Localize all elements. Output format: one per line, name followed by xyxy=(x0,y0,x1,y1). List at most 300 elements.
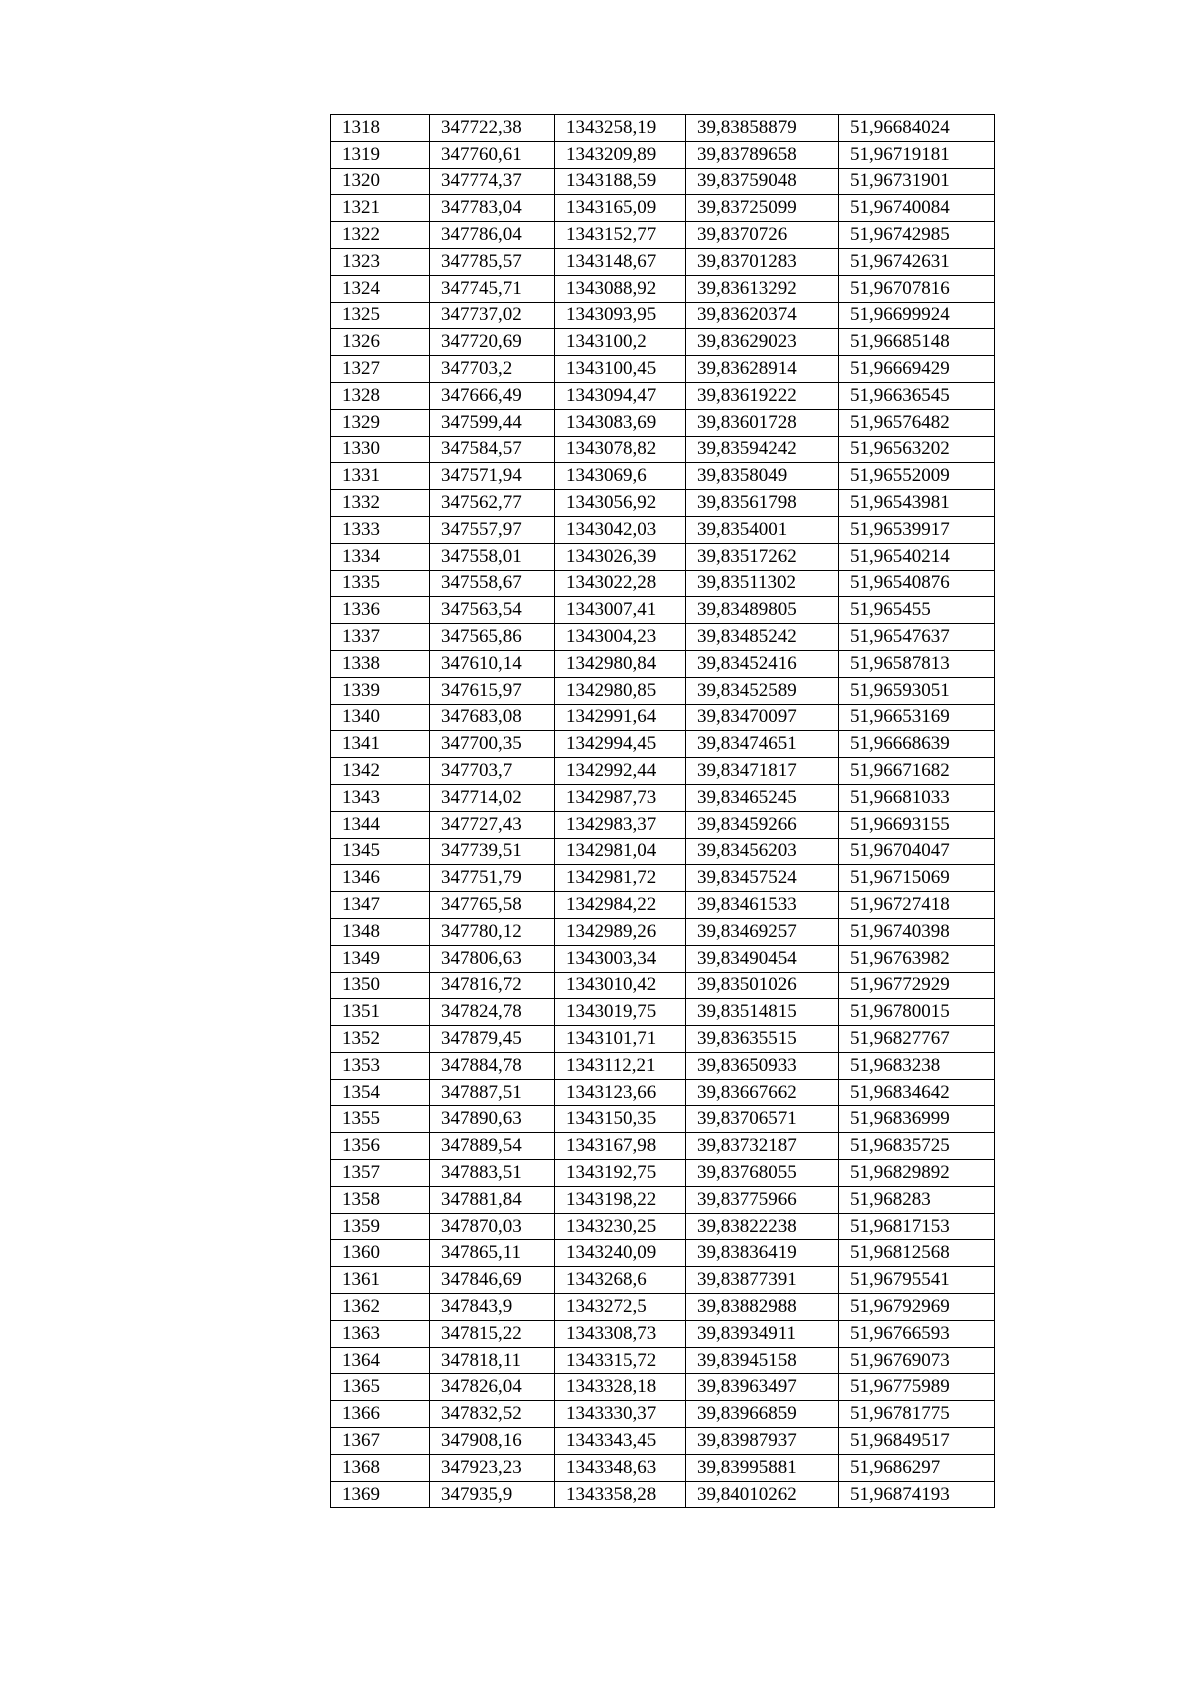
x-coordinate-cell: 347615,97 xyxy=(430,677,555,704)
y-coordinate-cell: 1342980,85 xyxy=(555,677,686,704)
x-coordinate-cell: 347610,14 xyxy=(430,650,555,677)
latitude-cell: 51,96727418 xyxy=(839,892,995,919)
x-coordinate-cell: 347786,04 xyxy=(430,222,555,249)
y-coordinate-cell: 1343007,41 xyxy=(555,597,686,624)
table-row xyxy=(331,865,995,892)
longitude-cell: 39,83474651 xyxy=(686,731,839,758)
latitude-cell: 51,96576482 xyxy=(839,409,995,436)
x-coordinate-cell: 347826,04 xyxy=(430,1374,555,1401)
y-coordinate-cell: 1342992,44 xyxy=(555,758,686,785)
longitude-cell: 39,83461533 xyxy=(686,892,839,919)
x-coordinate-cell: 347883,51 xyxy=(430,1160,555,1187)
latitude-cell: 51,96685148 xyxy=(839,329,995,356)
longitude-cell: 39,83511302 xyxy=(686,570,839,597)
table-row xyxy=(331,436,995,463)
y-coordinate-cell: 1343343,45 xyxy=(555,1428,686,1455)
y-coordinate-cell: 1343093,95 xyxy=(555,302,686,329)
table-row xyxy=(331,624,995,651)
point-number-cell: 1338 xyxy=(331,650,430,677)
longitude-cell: 39,83465245 xyxy=(686,784,839,811)
x-coordinate-cell: 347571,94 xyxy=(430,463,555,490)
y-coordinate-cell: 1343348,63 xyxy=(555,1454,686,1481)
point-number-cell: 1365 xyxy=(331,1374,430,1401)
longitude-cell: 39,83759048 xyxy=(686,168,839,195)
table-row xyxy=(331,999,995,1026)
latitude-cell: 51,96547637 xyxy=(839,624,995,651)
longitude-cell: 39,83995881 xyxy=(686,1454,839,1481)
point-number-cell: 1342 xyxy=(331,758,430,785)
x-coordinate-cell: 347751,79 xyxy=(430,865,555,892)
latitude-cell: 51,96539917 xyxy=(839,516,995,543)
table-row xyxy=(331,892,995,919)
y-coordinate-cell: 1343094,47 xyxy=(555,382,686,409)
x-coordinate-cell: 347832,52 xyxy=(430,1401,555,1428)
point-number-cell: 1328 xyxy=(331,382,430,409)
latitude-cell: 51,96775989 xyxy=(839,1374,995,1401)
table-row xyxy=(331,168,995,195)
table-row xyxy=(331,811,995,838)
x-coordinate-cell: 347565,86 xyxy=(430,624,555,651)
point-number-cell: 1347 xyxy=(331,892,430,919)
point-number-cell: 1360 xyxy=(331,1240,430,1267)
y-coordinate-cell: 1343165,09 xyxy=(555,195,686,222)
latitude-cell: 51,96781775 xyxy=(839,1401,995,1428)
latitude-cell: 51,96792969 xyxy=(839,1294,995,1321)
latitude-cell: 51,96636545 xyxy=(839,382,995,409)
point-number-cell: 1363 xyxy=(331,1320,430,1347)
x-coordinate-cell: 347727,43 xyxy=(430,811,555,838)
table-row xyxy=(331,195,995,222)
x-coordinate-cell: 347824,78 xyxy=(430,999,555,1026)
x-coordinate-cell: 347806,63 xyxy=(430,945,555,972)
longitude-cell: 39,83836419 xyxy=(686,1240,839,1267)
longitude-cell: 39,83934911 xyxy=(686,1320,839,1347)
y-coordinate-cell: 1342994,45 xyxy=(555,731,686,758)
longitude-cell: 39,83822238 xyxy=(686,1213,839,1240)
point-number-cell: 1343 xyxy=(331,784,430,811)
latitude-cell: 51,96540876 xyxy=(839,570,995,597)
y-coordinate-cell: 1343330,37 xyxy=(555,1401,686,1428)
y-coordinate-cell: 1343150,35 xyxy=(555,1106,686,1133)
point-number-cell: 1344 xyxy=(331,811,430,838)
longitude-cell: 39,83594242 xyxy=(686,436,839,463)
table-row xyxy=(331,838,995,865)
point-number-cell: 1362 xyxy=(331,1294,430,1321)
point-number-cell: 1337 xyxy=(331,624,430,651)
point-number-cell: 1318 xyxy=(331,115,430,142)
y-coordinate-cell: 1343069,6 xyxy=(555,463,686,490)
table-row xyxy=(331,918,995,945)
table-row xyxy=(331,597,995,624)
point-number-cell: 1361 xyxy=(331,1267,430,1294)
latitude-cell: 51,96829892 xyxy=(839,1160,995,1187)
x-coordinate-cell: 347765,58 xyxy=(430,892,555,919)
table-row xyxy=(331,1052,995,1079)
x-coordinate-cell: 347558,67 xyxy=(430,570,555,597)
table-row xyxy=(331,275,995,302)
table-row xyxy=(331,1186,995,1213)
table-row xyxy=(331,1401,995,1428)
y-coordinate-cell: 1343240,09 xyxy=(555,1240,686,1267)
longitude-cell: 39,83768055 xyxy=(686,1160,839,1187)
y-coordinate-cell: 1343188,59 xyxy=(555,168,686,195)
point-number-cell: 1351 xyxy=(331,999,430,1026)
x-coordinate-cell: 347884,78 xyxy=(430,1052,555,1079)
point-number-cell: 1324 xyxy=(331,275,430,302)
x-coordinate-cell: 347889,54 xyxy=(430,1133,555,1160)
x-coordinate-cell: 347881,84 xyxy=(430,1186,555,1213)
point-number-cell: 1326 xyxy=(331,329,430,356)
longitude-cell: 39,83517262 xyxy=(686,543,839,570)
latitude-cell: 51,96795541 xyxy=(839,1267,995,1294)
x-coordinate-cell: 347815,22 xyxy=(430,1320,555,1347)
point-number-cell: 1366 xyxy=(331,1401,430,1428)
longitude-cell: 39,83987937 xyxy=(686,1428,839,1455)
y-coordinate-cell: 1343100,45 xyxy=(555,356,686,383)
point-number-cell: 1364 xyxy=(331,1347,430,1374)
point-number-cell: 1358 xyxy=(331,1186,430,1213)
point-number-cell: 1353 xyxy=(331,1052,430,1079)
longitude-cell: 39,83469257 xyxy=(686,918,839,945)
table-row xyxy=(331,1454,995,1481)
table-row xyxy=(331,490,995,517)
point-number-cell: 1359 xyxy=(331,1213,430,1240)
longitude-cell: 39,83945158 xyxy=(686,1347,839,1374)
longitude-cell: 39,83561798 xyxy=(686,490,839,517)
table-row xyxy=(331,677,995,704)
x-coordinate-cell: 347816,72 xyxy=(430,972,555,999)
point-number-cell: 1329 xyxy=(331,409,430,436)
y-coordinate-cell: 1343088,92 xyxy=(555,275,686,302)
latitude-cell: 51,96669429 xyxy=(839,356,995,383)
latitude-cell: 51,96731901 xyxy=(839,168,995,195)
latitude-cell: 51,96742631 xyxy=(839,248,995,275)
y-coordinate-cell: 1343100,2 xyxy=(555,329,686,356)
latitude-cell: 51,96715069 xyxy=(839,865,995,892)
latitude-cell: 51,96834642 xyxy=(839,1079,995,1106)
latitude-cell: 51,96668639 xyxy=(839,731,995,758)
longitude-cell: 39,83966859 xyxy=(686,1401,839,1428)
point-number-cell: 1332 xyxy=(331,490,430,517)
latitude-cell: 51,96587813 xyxy=(839,650,995,677)
table-row xyxy=(331,1294,995,1321)
latitude-cell: 51,96742985 xyxy=(839,222,995,249)
table-row xyxy=(331,731,995,758)
y-coordinate-cell: 1343010,42 xyxy=(555,972,686,999)
latitude-cell: 51,96836999 xyxy=(839,1106,995,1133)
table-row xyxy=(331,382,995,409)
x-coordinate-cell: 347666,49 xyxy=(430,382,555,409)
y-coordinate-cell: 1343328,18 xyxy=(555,1374,686,1401)
y-coordinate-cell: 1343019,75 xyxy=(555,999,686,1026)
longitude-cell: 39,83667662 xyxy=(686,1079,839,1106)
point-number-cell: 1330 xyxy=(331,436,430,463)
y-coordinate-cell: 1343004,23 xyxy=(555,624,686,651)
y-coordinate-cell: 1343101,71 xyxy=(555,1026,686,1053)
x-coordinate-cell: 347722,38 xyxy=(430,115,555,142)
y-coordinate-cell: 1343167,98 xyxy=(555,1133,686,1160)
longitude-cell: 39,83613292 xyxy=(686,275,839,302)
point-number-cell: 1339 xyxy=(331,677,430,704)
latitude-cell: 51,9683238 xyxy=(839,1052,995,1079)
y-coordinate-cell: 1343272,5 xyxy=(555,1294,686,1321)
latitude-cell: 51,96707816 xyxy=(839,275,995,302)
y-coordinate-cell: 1343315,72 xyxy=(555,1347,686,1374)
latitude-cell: 51,96772929 xyxy=(839,972,995,999)
x-coordinate-cell: 347923,23 xyxy=(430,1454,555,1481)
x-coordinate-cell: 347700,35 xyxy=(430,731,555,758)
table-row xyxy=(331,1320,995,1347)
y-coordinate-cell: 1343148,67 xyxy=(555,248,686,275)
x-coordinate-cell: 347714,02 xyxy=(430,784,555,811)
y-coordinate-cell: 1343198,22 xyxy=(555,1186,686,1213)
x-coordinate-cell: 347870,03 xyxy=(430,1213,555,1240)
latitude-cell: 51,96552009 xyxy=(839,463,995,490)
y-coordinate-cell: 1343078,82 xyxy=(555,436,686,463)
y-coordinate-cell: 1343152,77 xyxy=(555,222,686,249)
latitude-cell: 51,96699924 xyxy=(839,302,995,329)
y-coordinate-cell: 1343192,75 xyxy=(555,1160,686,1187)
table-row xyxy=(331,141,995,168)
y-coordinate-cell: 1342989,26 xyxy=(555,918,686,945)
latitude-cell: 51,96874193 xyxy=(839,1481,995,1508)
table-row xyxy=(331,329,995,356)
longitude-cell: 39,8354001 xyxy=(686,516,839,543)
point-number-cell: 1357 xyxy=(331,1160,430,1187)
longitude-cell: 39,83882988 xyxy=(686,1294,839,1321)
y-coordinate-cell: 1343268,6 xyxy=(555,1267,686,1294)
x-coordinate-cell: 347720,69 xyxy=(430,329,555,356)
longitude-cell: 39,83706571 xyxy=(686,1106,839,1133)
x-coordinate-cell: 347562,77 xyxy=(430,490,555,517)
point-number-cell: 1350 xyxy=(331,972,430,999)
longitude-cell: 39,83732187 xyxy=(686,1133,839,1160)
y-coordinate-cell: 1342981,72 xyxy=(555,865,686,892)
point-number-cell: 1352 xyxy=(331,1026,430,1053)
point-number-cell: 1340 xyxy=(331,704,430,731)
x-coordinate-cell: 347780,12 xyxy=(430,918,555,945)
x-coordinate-cell: 347739,51 xyxy=(430,838,555,865)
x-coordinate-cell: 347879,45 xyxy=(430,1026,555,1053)
x-coordinate-cell: 347558,01 xyxy=(430,543,555,570)
point-number-cell: 1356 xyxy=(331,1133,430,1160)
table-row xyxy=(331,1374,995,1401)
point-number-cell: 1333 xyxy=(331,516,430,543)
table-row xyxy=(331,248,995,275)
longitude-cell: 39,83628914 xyxy=(686,356,839,383)
table-row xyxy=(331,972,995,999)
longitude-cell: 39,83490454 xyxy=(686,945,839,972)
point-number-cell: 1327 xyxy=(331,356,430,383)
longitude-cell: 39,83635515 xyxy=(686,1026,839,1053)
x-coordinate-cell: 347846,69 xyxy=(430,1267,555,1294)
table-row xyxy=(331,1026,995,1053)
y-coordinate-cell: 1342987,73 xyxy=(555,784,686,811)
table-row xyxy=(331,543,995,570)
latitude-cell: 51,96704047 xyxy=(839,838,995,865)
longitude-cell: 39,8370726 xyxy=(686,222,839,249)
point-number-cell: 1367 xyxy=(331,1428,430,1455)
longitude-cell: 39,8358049 xyxy=(686,463,839,490)
y-coordinate-cell: 1343042,03 xyxy=(555,516,686,543)
point-number-cell: 1355 xyxy=(331,1106,430,1133)
x-coordinate-cell: 347843,9 xyxy=(430,1294,555,1321)
longitude-cell: 39,83485242 xyxy=(686,624,839,651)
longitude-cell: 39,83501026 xyxy=(686,972,839,999)
y-coordinate-cell: 1343056,92 xyxy=(555,490,686,517)
latitude-cell: 51,96563202 xyxy=(839,436,995,463)
x-coordinate-cell: 347599,44 xyxy=(430,409,555,436)
point-number-cell: 1354 xyxy=(331,1079,430,1106)
table-row xyxy=(331,1079,995,1106)
latitude-cell: 51,9686297 xyxy=(839,1454,995,1481)
point-number-cell: 1323 xyxy=(331,248,430,275)
latitude-cell: 51,96769073 xyxy=(839,1347,995,1374)
table-row xyxy=(331,570,995,597)
longitude-cell: 39,83701283 xyxy=(686,248,839,275)
x-coordinate-cell: 347774,37 xyxy=(430,168,555,195)
longitude-cell: 39,83601728 xyxy=(686,409,839,436)
y-coordinate-cell: 1342983,37 xyxy=(555,811,686,838)
table-row xyxy=(331,758,995,785)
y-coordinate-cell: 1343308,73 xyxy=(555,1320,686,1347)
table-row xyxy=(331,784,995,811)
y-coordinate-cell: 1342991,64 xyxy=(555,704,686,731)
y-coordinate-cell: 1343230,25 xyxy=(555,1213,686,1240)
latitude-cell: 51,96812568 xyxy=(839,1240,995,1267)
latitude-cell: 51,96681033 xyxy=(839,784,995,811)
x-coordinate-cell: 347908,16 xyxy=(430,1428,555,1455)
point-number-cell: 1348 xyxy=(331,918,430,945)
latitude-cell: 51,965455 xyxy=(839,597,995,624)
longitude-cell: 39,83789658 xyxy=(686,141,839,168)
longitude-cell: 39,84010262 xyxy=(686,1481,839,1508)
point-number-cell: 1368 xyxy=(331,1454,430,1481)
point-number-cell: 1341 xyxy=(331,731,430,758)
y-coordinate-cell: 1343258,19 xyxy=(555,115,686,142)
x-coordinate-cell: 347584,57 xyxy=(430,436,555,463)
table-row xyxy=(331,409,995,436)
longitude-cell: 39,83514815 xyxy=(686,999,839,1026)
x-coordinate-cell: 347737,02 xyxy=(430,302,555,329)
longitude-cell: 39,83456203 xyxy=(686,838,839,865)
y-coordinate-cell: 1343026,39 xyxy=(555,543,686,570)
table-row xyxy=(331,1133,995,1160)
y-coordinate-cell: 1342981,04 xyxy=(555,838,686,865)
table-row xyxy=(331,115,995,142)
longitude-cell: 39,83650933 xyxy=(686,1052,839,1079)
table-row xyxy=(331,650,995,677)
x-coordinate-cell: 347745,71 xyxy=(430,275,555,302)
latitude-cell: 51,96543981 xyxy=(839,490,995,517)
latitude-cell: 51,968283 xyxy=(839,1186,995,1213)
latitude-cell: 51,96835725 xyxy=(839,1133,995,1160)
latitude-cell: 51,96693155 xyxy=(839,811,995,838)
x-coordinate-cell: 347818,11 xyxy=(430,1347,555,1374)
table-row xyxy=(331,945,995,972)
y-coordinate-cell: 1342984,22 xyxy=(555,892,686,919)
x-coordinate-cell: 347890,63 xyxy=(430,1106,555,1133)
longitude-cell: 39,83470097 xyxy=(686,704,839,731)
table-row xyxy=(331,1160,995,1187)
point-number-cell: 1346 xyxy=(331,865,430,892)
y-coordinate-cell: 1343358,28 xyxy=(555,1481,686,1508)
point-number-cell: 1349 xyxy=(331,945,430,972)
latitude-cell: 51,96780015 xyxy=(839,999,995,1026)
latitude-cell: 51,96740398 xyxy=(839,918,995,945)
x-coordinate-cell: 347563,54 xyxy=(430,597,555,624)
longitude-cell: 39,83620374 xyxy=(686,302,839,329)
y-coordinate-cell: 1343083,69 xyxy=(555,409,686,436)
point-number-cell: 1336 xyxy=(331,597,430,624)
point-number-cell: 1320 xyxy=(331,168,430,195)
point-number-cell: 1334 xyxy=(331,543,430,570)
x-coordinate-cell: 347760,61 xyxy=(430,141,555,168)
longitude-cell: 39,83725099 xyxy=(686,195,839,222)
y-coordinate-cell: 1343022,28 xyxy=(555,570,686,597)
latitude-cell: 51,96849517 xyxy=(839,1428,995,1455)
x-coordinate-cell: 347783,04 xyxy=(430,195,555,222)
point-number-cell: 1322 xyxy=(331,222,430,249)
x-coordinate-cell: 347887,51 xyxy=(430,1079,555,1106)
latitude-cell: 51,96653169 xyxy=(839,704,995,731)
y-coordinate-cell: 1343209,89 xyxy=(555,141,686,168)
longitude-cell: 39,83775966 xyxy=(686,1186,839,1213)
latitude-cell: 51,96763982 xyxy=(839,945,995,972)
x-coordinate-cell: 347703,2 xyxy=(430,356,555,383)
table-row xyxy=(331,1106,995,1133)
longitude-cell: 39,83452589 xyxy=(686,677,839,704)
y-coordinate-cell: 1343003,34 xyxy=(555,945,686,972)
x-coordinate-cell: 347935,9 xyxy=(430,1481,555,1508)
table-row xyxy=(331,1213,995,1240)
x-coordinate-cell: 347785,57 xyxy=(430,248,555,275)
latitude-cell: 51,96684024 xyxy=(839,115,995,142)
longitude-cell: 39,83471817 xyxy=(686,758,839,785)
table-row xyxy=(331,463,995,490)
coordinates-table-body xyxy=(331,115,995,1508)
table-row xyxy=(331,1428,995,1455)
table-row xyxy=(331,1347,995,1374)
table-row xyxy=(331,302,995,329)
table-row xyxy=(331,516,995,543)
y-coordinate-cell: 1343112,21 xyxy=(555,1052,686,1079)
longitude-cell: 39,83877391 xyxy=(686,1267,839,1294)
y-coordinate-cell: 1342980,84 xyxy=(555,650,686,677)
latitude-cell: 51,96593051 xyxy=(839,677,995,704)
point-number-cell: 1321 xyxy=(331,195,430,222)
latitude-cell: 51,96540214 xyxy=(839,543,995,570)
longitude-cell: 39,83963497 xyxy=(686,1374,839,1401)
point-number-cell: 1345 xyxy=(331,838,430,865)
point-number-cell: 1335 xyxy=(331,570,430,597)
latitude-cell: 51,96827767 xyxy=(839,1026,995,1053)
latitude-cell: 51,96817153 xyxy=(839,1213,995,1240)
point-number-cell: 1319 xyxy=(331,141,430,168)
longitude-cell: 39,83489805 xyxy=(686,597,839,624)
longitude-cell: 39,83858879 xyxy=(686,115,839,142)
latitude-cell: 51,96766593 xyxy=(839,1320,995,1347)
x-coordinate-cell: 347557,97 xyxy=(430,516,555,543)
latitude-cell: 51,96719181 xyxy=(839,141,995,168)
table-row xyxy=(331,1481,995,1508)
longitude-cell: 39,83452416 xyxy=(686,650,839,677)
latitude-cell: 51,96671682 xyxy=(839,758,995,785)
x-coordinate-cell: 347683,08 xyxy=(430,704,555,731)
coordinates-table xyxy=(330,114,995,1508)
table-row xyxy=(331,356,995,383)
x-coordinate-cell: 347703,7 xyxy=(430,758,555,785)
